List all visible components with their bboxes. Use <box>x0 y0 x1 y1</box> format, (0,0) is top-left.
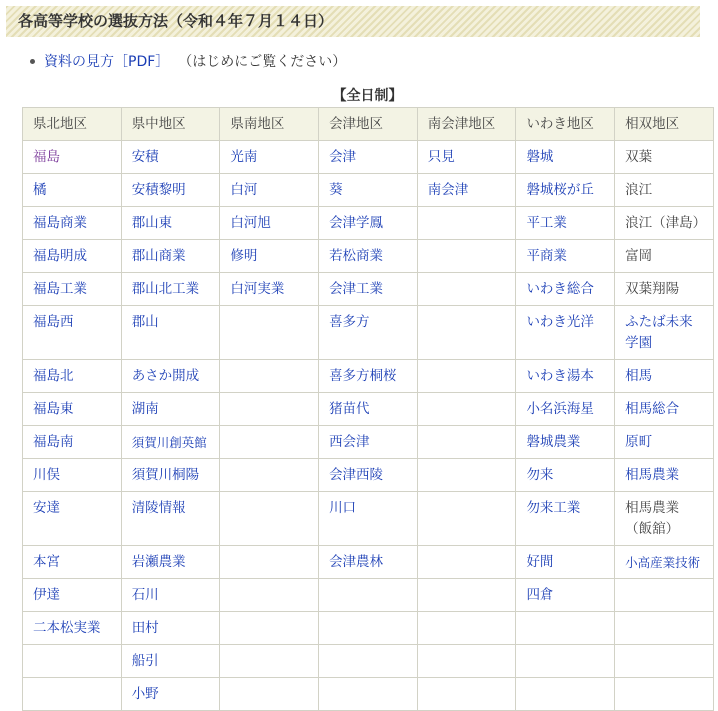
empty-cell <box>417 240 516 273</box>
school-link[interactable]: いわき光洋 <box>516 306 615 360</box>
school-link[interactable]: 郡山東 <box>121 207 220 240</box>
school-link[interactable]: 相馬総合 <box>615 393 714 426</box>
school-link[interactable]: 福島東 <box>23 393 122 426</box>
empty-cell <box>417 273 516 306</box>
table-row <box>23 426 714 459</box>
school-link[interactable]: 四倉 <box>516 579 615 612</box>
empty-cell <box>220 612 319 645</box>
school-link[interactable]: 白河実業 <box>220 273 319 306</box>
school-link[interactable]: 川口 <box>319 492 418 546</box>
pdf-guide-note: （はじめにご覧ください） <box>185 54 347 70</box>
empty-cell <box>220 393 319 426</box>
table-row <box>23 141 714 174</box>
school-link[interactable]: 平工業 <box>516 207 615 240</box>
table-row <box>23 645 714 678</box>
school-link[interactable]: いわき総合 <box>516 273 615 306</box>
empty-cell <box>220 678 319 711</box>
school-link[interactable]: 若松商業 <box>319 240 418 273</box>
school-link[interactable]: 磐城農業 <box>516 426 615 459</box>
empty-cell <box>417 492 516 546</box>
school-link[interactable]: 相馬 <box>615 360 714 393</box>
school-link[interactable]: 清陵情報 <box>121 492 220 546</box>
empty-cell <box>417 393 516 426</box>
table-row <box>23 579 714 612</box>
empty-cell <box>417 546 516 579</box>
empty-cell <box>516 612 615 645</box>
school-name: 浪江 <box>615 174 714 207</box>
school-link[interactable]: 光南 <box>220 141 319 174</box>
table-row <box>23 393 714 426</box>
header-kenchu: 県中地区 <box>121 108 220 141</box>
school-link[interactable]: 猪苗代 <box>319 393 418 426</box>
school-link[interactable]: 福島南 <box>23 426 122 459</box>
empty-cell <box>220 546 319 579</box>
school-link[interactable]: 只見 <box>417 141 516 174</box>
empty-cell <box>417 579 516 612</box>
school-link[interactable]: 郡山商業 <box>121 240 220 273</box>
empty-cell <box>417 612 516 645</box>
empty-cell <box>220 459 319 492</box>
school-link[interactable]: 田村 <box>121 612 220 645</box>
school-link[interactable]: 福島西 <box>23 306 122 360</box>
empty-cell <box>516 645 615 678</box>
table-row <box>23 174 714 207</box>
school-link[interactable]: 橘 <box>23 174 122 207</box>
header-kenpoku: 県北地区 <box>23 108 122 141</box>
school-link[interactable]: 本宮 <box>23 546 122 579</box>
empty-cell <box>220 360 319 393</box>
school-link[interactable]: 福島商業 <box>23 207 122 240</box>
table-row <box>23 546 714 579</box>
table-row <box>23 678 714 711</box>
school-link[interactable]: 郡山 <box>121 306 220 360</box>
school-link[interactable]: 川俣 <box>23 459 122 492</box>
school-link[interactable]: 福島明成 <box>23 240 122 273</box>
empty-cell <box>615 645 714 678</box>
school-link[interactable]: 葵 <box>319 174 418 207</box>
empty-cell <box>220 579 319 612</box>
school-link[interactable]: 磐城 <box>516 141 615 174</box>
school-link[interactable]: 会津工業 <box>319 273 418 306</box>
school-link[interactable]: 小名浜海星 <box>516 393 615 426</box>
empty-cell <box>615 579 714 612</box>
empty-cell <box>23 645 122 678</box>
empty-cell <box>319 612 418 645</box>
school-link[interactable]: 勿来工業 <box>516 492 615 546</box>
school-link[interactable]: 白河旭 <box>220 207 319 240</box>
empty-cell <box>23 678 122 711</box>
school-link[interactable]: 船引 <box>121 645 220 678</box>
empty-cell <box>220 426 319 459</box>
school-link[interactable]: 会津西陵 <box>319 459 418 492</box>
school-link[interactable]: 好間 <box>516 546 615 579</box>
table-row <box>23 360 714 393</box>
empty-cell <box>319 579 418 612</box>
school-name: 双葉 <box>615 141 714 174</box>
school-link[interactable]: 湖南 <box>121 393 220 426</box>
table-row <box>23 207 714 240</box>
school-link[interactable]: 須賀川桐陽 <box>121 459 220 492</box>
table-row <box>23 492 714 546</box>
school-link[interactable]: 南会津 <box>417 174 516 207</box>
empty-cell <box>615 612 714 645</box>
school-link[interactable]: 安達 <box>23 492 122 546</box>
school-link[interactable]: 岩瀬農業 <box>121 546 220 579</box>
header-iwaki: いわき地区 <box>516 108 615 141</box>
table-row <box>23 612 714 645</box>
page-title: 各高等学校の選抜方法（令和４年７月１４日） <box>6 6 700 37</box>
school-link[interactable]: 修明 <box>220 240 319 273</box>
school-link[interactable]: 福島工業 <box>23 273 122 306</box>
school-link[interactable]: 磐城桜が丘 <box>516 174 615 207</box>
school-link[interactable]: 福島 <box>23 141 122 174</box>
school-link[interactable]: ふたば未来学園 <box>615 306 714 360</box>
school-link[interactable]: 会津農林 <box>319 546 418 579</box>
header-kennan: 県南地区 <box>220 108 319 141</box>
school-name: 双葉翔陽 <box>615 273 714 306</box>
school-link[interactable]: 会津学鳳 <box>319 207 418 240</box>
empty-cell <box>417 645 516 678</box>
table-row <box>23 273 714 306</box>
school-name: 浪江（津島） <box>615 207 714 240</box>
empty-cell <box>417 678 516 711</box>
school-link[interactable]: 安積黎明 <box>121 174 220 207</box>
doc-link-row <box>30 51 346 73</box>
school-name: 富岡 <box>615 240 714 273</box>
school-link[interactable]: いわき湯本 <box>516 360 615 393</box>
school-link[interactable]: 小高産業技術 <box>615 546 714 579</box>
empty-cell <box>417 306 516 360</box>
pdf-guide-link[interactable]: 資料の見方［PDF］ <box>44 54 170 70</box>
school-link[interactable]: 原町 <box>615 426 714 459</box>
empty-cell <box>417 360 516 393</box>
empty-cell <box>220 306 319 360</box>
empty-cell <box>615 678 714 711</box>
school-name: 相馬農業（飯舘） <box>615 492 714 546</box>
empty-cell <box>220 645 319 678</box>
school-link[interactable]: 喜多方桐桜 <box>319 360 418 393</box>
school-table <box>22 107 714 711</box>
header-sousou: 相双地区 <box>615 108 714 141</box>
school-link[interactable]: 安積 <box>121 141 220 174</box>
empty-cell <box>417 207 516 240</box>
school-link[interactable]: 郡山北工業 <box>121 273 220 306</box>
school-link[interactable]: 喜多方 <box>319 306 418 360</box>
school-link[interactable]: 伊達 <box>23 579 122 612</box>
school-link[interactable]: 相馬農業 <box>615 459 714 492</box>
empty-cell <box>417 459 516 492</box>
school-link[interactable]: 福島北 <box>23 360 122 393</box>
school-link[interactable]: 勿来 <box>516 459 615 492</box>
header-aizu: 会津地区 <box>319 108 418 141</box>
school-link[interactable]: 平商業 <box>516 240 615 273</box>
table-header-row <box>23 108 714 141</box>
school-link[interactable]: 須賀川創英館 <box>121 426 220 459</box>
school-link[interactable]: 白河 <box>220 174 319 207</box>
empty-cell <box>516 678 615 711</box>
school-link[interactable]: 西会津 <box>319 426 418 459</box>
table-row <box>23 240 714 273</box>
empty-cell <box>417 426 516 459</box>
school-link[interactable]: 会津 <box>319 141 418 174</box>
table-row <box>23 459 714 492</box>
school-link[interactable]: 石川 <box>121 579 220 612</box>
empty-cell <box>220 492 319 546</box>
header-minamiaizu: 南会津地区 <box>417 108 516 141</box>
table-caption: 【全日制】 <box>332 88 403 104</box>
school-link[interactable]: 小野 <box>121 678 220 711</box>
table-row <box>23 306 714 360</box>
bullet-icon <box>30 59 35 64</box>
empty-cell <box>319 678 418 711</box>
school-link[interactable]: 二本松実業 <box>23 612 122 645</box>
school-link[interactable]: あさか開成 <box>121 360 220 393</box>
empty-cell <box>319 645 418 678</box>
